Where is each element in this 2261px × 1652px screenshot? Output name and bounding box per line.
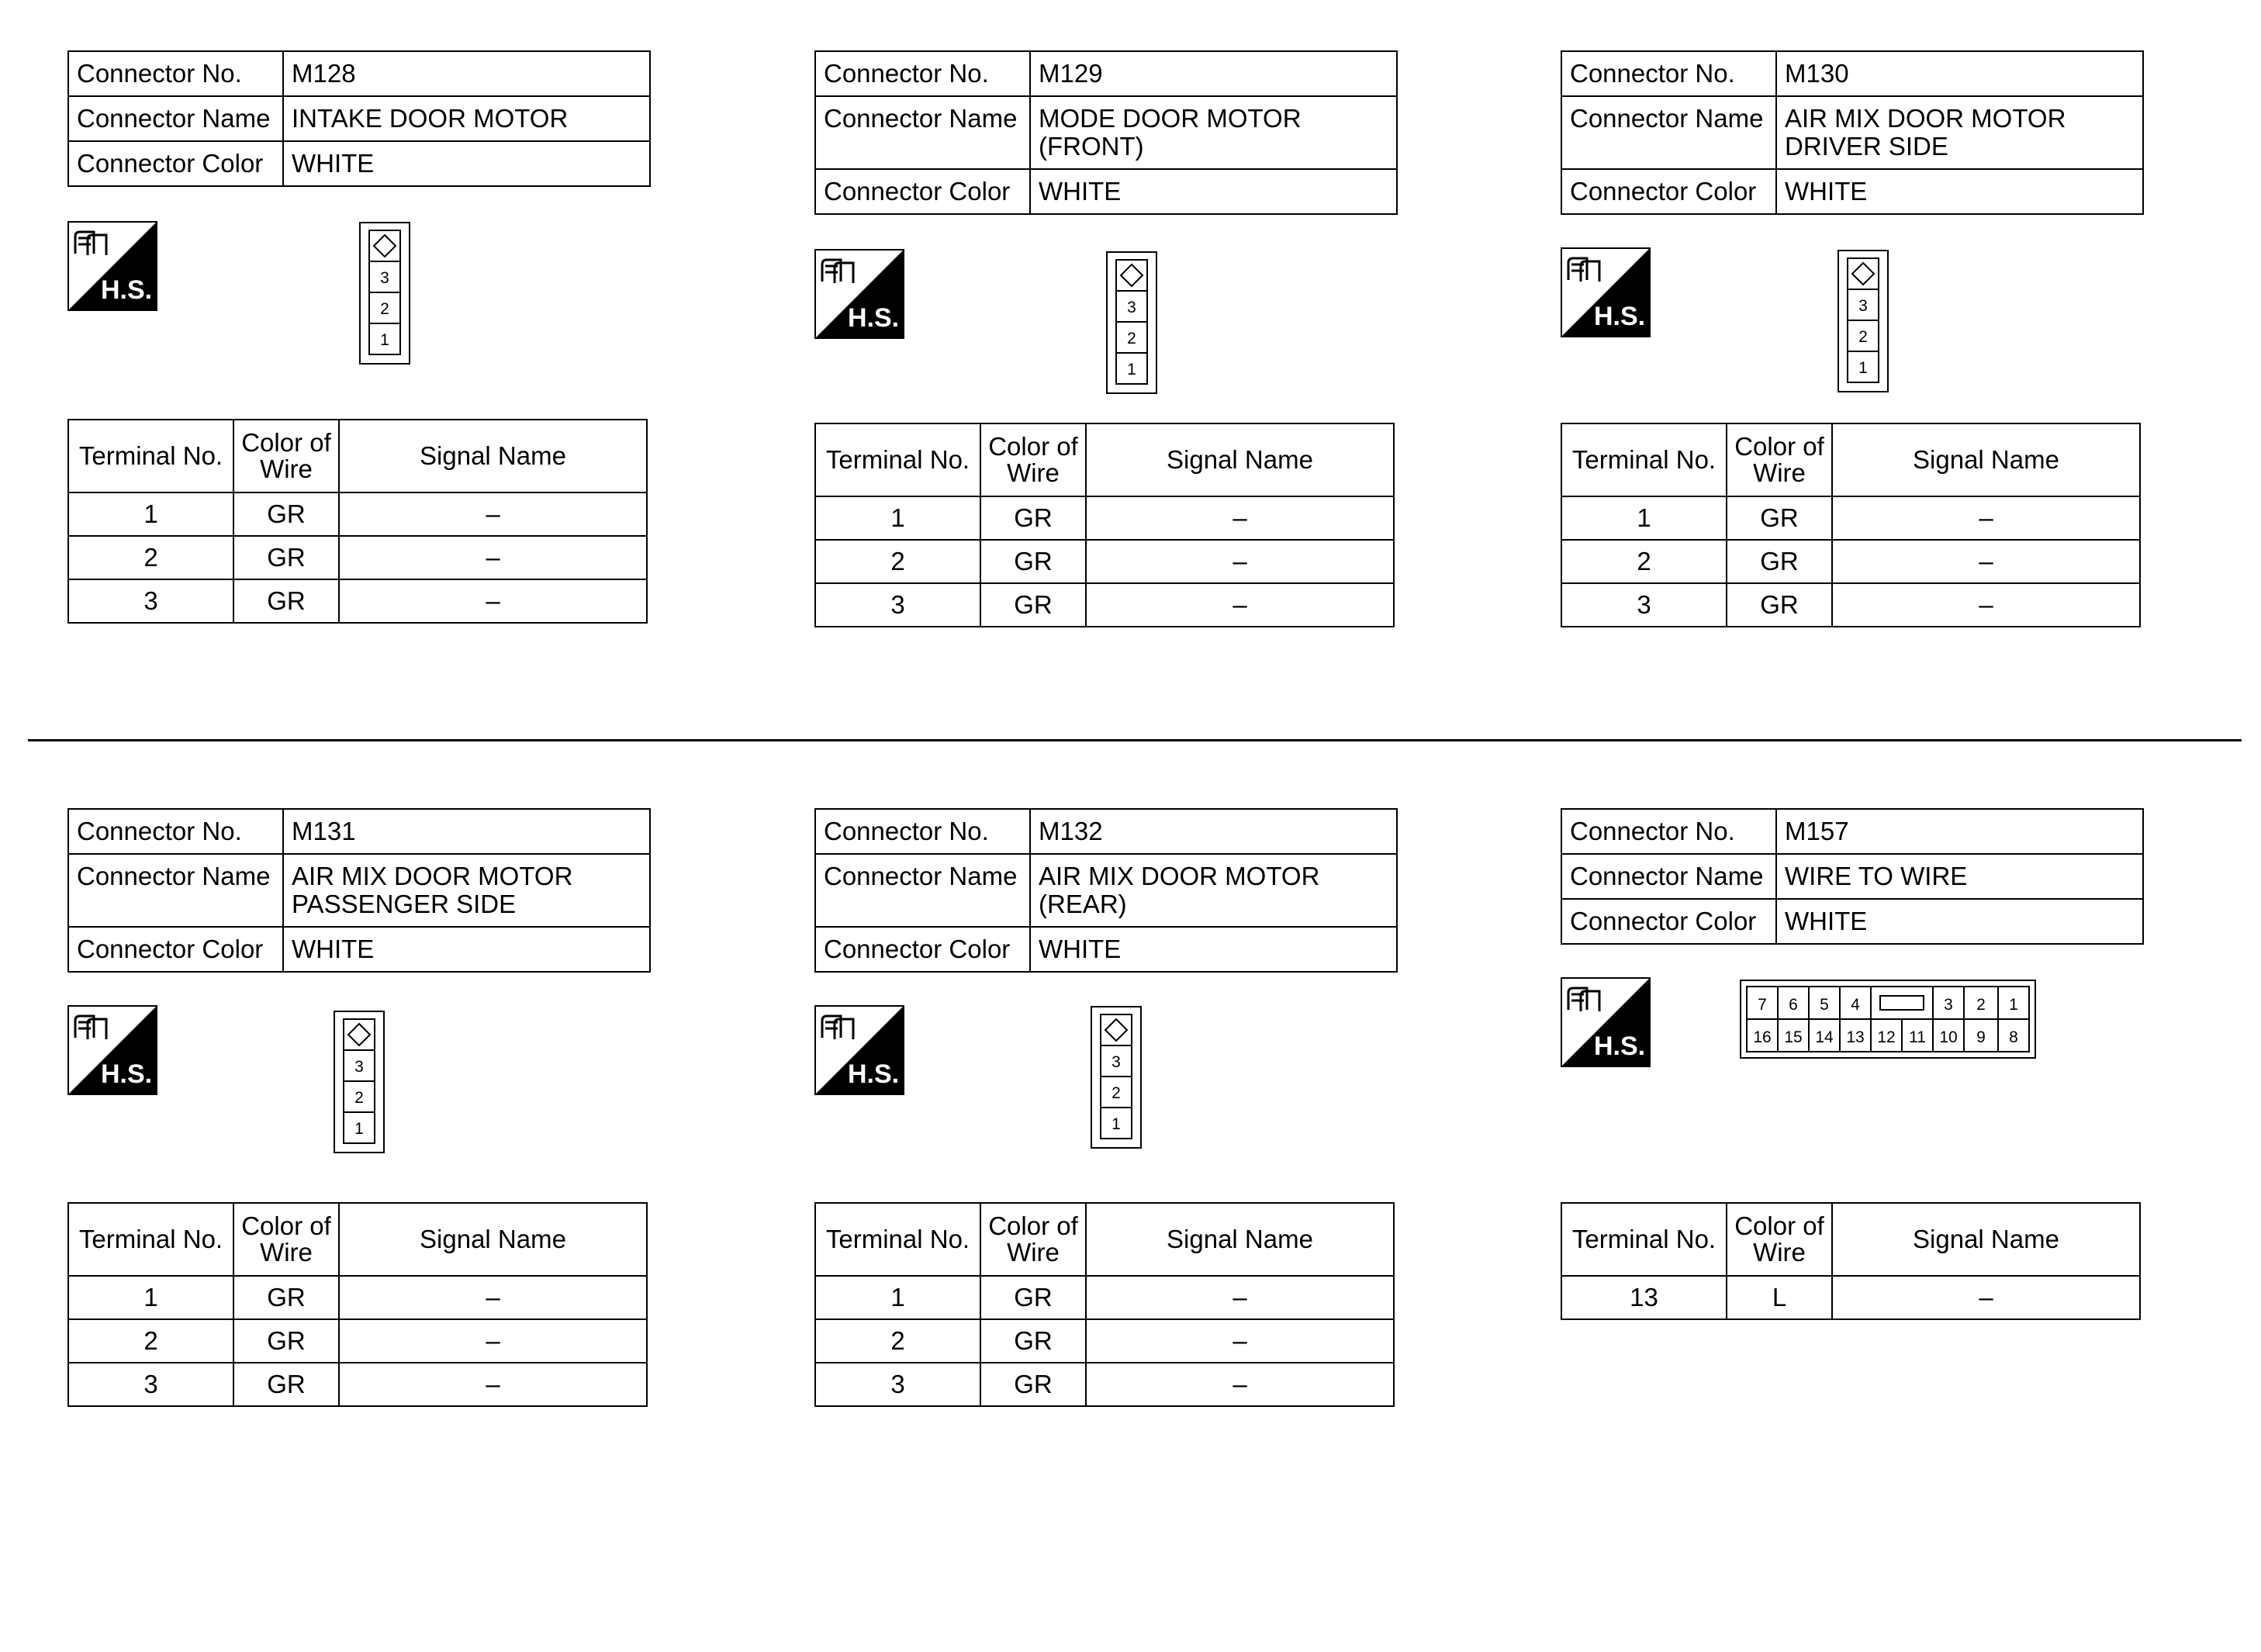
connector-color-value: WHITE xyxy=(1776,169,2143,214)
terminal-no-cell: 3 xyxy=(815,583,980,627)
wire-color-cell: GR xyxy=(980,540,1086,583)
terminal-table xyxy=(67,419,648,624)
svg-text:H.S.: H.S. xyxy=(847,1059,900,1089)
connector-panel-m130 xyxy=(1561,50,2150,725)
pin-label: 6 xyxy=(1789,996,1798,1014)
table-row xyxy=(68,536,647,579)
terminal-no-cell: 1 xyxy=(68,1276,233,1319)
harness-side-icon xyxy=(67,1005,157,1095)
pin-label: 1 xyxy=(354,1120,364,1138)
pin-label: 3 xyxy=(1944,996,1953,1014)
signal-name-cell: – xyxy=(1832,496,2140,540)
signal-name-cell: – xyxy=(1086,1363,1394,1406)
terminal-no-cell: 1 xyxy=(68,492,233,536)
terminal-no-cell: 2 xyxy=(1561,540,1727,583)
wire-color-cell: L xyxy=(1727,1276,1832,1319)
terminal-no-cell: 2 xyxy=(68,536,233,579)
signal-name-cell: – xyxy=(1086,540,1394,583)
svg-text:H.S.: H.S. xyxy=(1593,302,1646,331)
table-row xyxy=(68,579,647,623)
signal-name-cell: – xyxy=(339,1276,647,1319)
wire-color-cell: GR xyxy=(233,1276,339,1319)
signal-name-cell: – xyxy=(339,492,647,536)
color-of-wire-header: Color of Wire xyxy=(980,423,1086,496)
pin-label: 2 xyxy=(1111,1084,1121,1102)
connector-color-label: Connector Color xyxy=(815,169,1030,214)
table-row xyxy=(1561,1276,2140,1319)
terminal-no-header: Terminal No. xyxy=(815,423,980,496)
section-divider xyxy=(28,739,2242,741)
connector-no-label: Connector No. xyxy=(815,51,1030,96)
pin-label: 7 xyxy=(1758,996,1767,1014)
connector-color-label: Connector Color xyxy=(815,927,1030,972)
wire-color-cell: GR xyxy=(233,492,339,536)
connector-face-diagram xyxy=(1090,1005,1143,1149)
terminal-no-header: Terminal No. xyxy=(68,1203,233,1276)
connector-color-label: Connector Color xyxy=(68,141,283,186)
pin-label: 3 xyxy=(380,269,389,287)
connector-info-table xyxy=(814,50,1398,215)
connector-name-label: Connector Name xyxy=(68,854,283,927)
wire-color-cell: GR xyxy=(233,579,339,623)
connector-no-value: M132 xyxy=(1030,809,1397,854)
signal-name-header: Signal Name xyxy=(1086,423,1394,496)
signal-name-cell: – xyxy=(1832,583,2140,627)
connector-panel-m129 xyxy=(814,50,1404,725)
connector-no-value: M128 xyxy=(283,51,650,96)
terminal-no-cell: 3 xyxy=(1561,583,1727,627)
pin-label: 12 xyxy=(1877,1028,1896,1046)
connector-color-label: Connector Color xyxy=(1561,169,1776,214)
connector-panel-m132 xyxy=(814,808,1404,1483)
wire-color-cell: GR xyxy=(1727,583,1832,627)
connector-color-value: WHITE xyxy=(1776,899,2143,944)
signal-name-cell: – xyxy=(1832,540,2140,583)
connector-face-diagram xyxy=(1837,249,1889,393)
wire-color-cell: GR xyxy=(980,496,1086,540)
pin-label: 2 xyxy=(380,300,389,318)
connector-info-table xyxy=(1561,50,2144,215)
harness-side-icon xyxy=(1561,247,1651,337)
signal-name-header: Signal Name xyxy=(1832,423,2140,496)
terminal-no-header: Terminal No. xyxy=(815,1203,980,1276)
connector-face-diagram-16pin xyxy=(1739,979,2037,1059)
connector-info-table xyxy=(67,808,651,973)
harness-side-icon xyxy=(814,249,904,339)
terminal-no-cell: 3 xyxy=(68,1363,233,1406)
connector-name-value: AIR MIX DOOR MOTOR (REAR) xyxy=(1030,854,1397,927)
pin-label: 1 xyxy=(1111,1115,1121,1133)
pin-label: 14 xyxy=(1815,1028,1834,1046)
wire-color-cell: GR xyxy=(1727,540,1832,583)
pin-label: 3 xyxy=(1127,299,1136,316)
table-row xyxy=(1561,540,2140,583)
connector-name-value: WIRE TO WIRE xyxy=(1776,854,2143,899)
terminal-no-header: Terminal No. xyxy=(1561,1203,1727,1276)
signal-name-header: Signal Name xyxy=(339,1203,647,1276)
table-row xyxy=(68,1363,647,1406)
connector-name-value: INTAKE DOOR MOTOR xyxy=(283,96,650,141)
signal-name-cell: – xyxy=(339,536,647,579)
harness-side-icon xyxy=(1561,977,1651,1067)
connector-color-value: WHITE xyxy=(1030,169,1397,214)
color-of-wire-header: Color of Wire xyxy=(980,1203,1086,1276)
connector-color-label: Connector Color xyxy=(68,927,283,972)
table-row xyxy=(815,540,1394,583)
table-row xyxy=(68,492,647,536)
wire-color-cell: GR xyxy=(233,1363,339,1406)
connector-no-value: M157 xyxy=(1776,809,2143,854)
pin-label: 10 xyxy=(1939,1028,1958,1046)
pin-label: 2 xyxy=(1127,330,1136,347)
pin-label: 8 xyxy=(2009,1028,2018,1046)
connector-no-label: Connector No. xyxy=(68,809,283,854)
signal-name-header: Signal Name xyxy=(1832,1203,2140,1276)
signal-name-cell: – xyxy=(339,1319,647,1363)
signal-name-cell: – xyxy=(1086,583,1394,627)
connector-no-value: M131 xyxy=(283,809,650,854)
terminal-no-cell: 1 xyxy=(815,1276,980,1319)
connector-face-diagram xyxy=(1105,251,1158,395)
svg-text:H.S.: H.S. xyxy=(100,1059,153,1089)
connector-face-diagram xyxy=(358,221,411,365)
connector-no-label: Connector No. xyxy=(815,809,1030,854)
connector-no-value: M129 xyxy=(1030,51,1397,96)
pin-label: 5 xyxy=(1820,996,1829,1014)
signal-name-cell: – xyxy=(1832,1276,2140,1319)
pin-label: 1 xyxy=(380,331,389,349)
terminal-no-header: Terminal No. xyxy=(68,420,233,492)
svg-text:H.S.: H.S. xyxy=(100,275,153,305)
pin-label: 3 xyxy=(1858,297,1868,315)
connector-name-label: Connector Name xyxy=(815,96,1030,169)
wire-color-cell: GR xyxy=(1727,496,1832,540)
terminal-no-cell: 2 xyxy=(815,540,980,583)
color-of-wire-header: Color of Wire xyxy=(233,420,339,492)
terminal-no-cell: 3 xyxy=(815,1363,980,1406)
table-row xyxy=(815,1319,1394,1363)
pin-label: 9 xyxy=(1976,1028,1986,1046)
pin-label: 11 xyxy=(1909,1028,1926,1046)
connector-info-table xyxy=(1561,808,2144,945)
pin-label: 15 xyxy=(1784,1028,1803,1046)
connector-color-value: WHITE xyxy=(283,927,650,972)
connector-no-label: Connector No. xyxy=(1561,51,1776,96)
connector-color-value: WHITE xyxy=(283,141,650,186)
terminal-no-cell: 2 xyxy=(815,1319,980,1363)
connector-info-table xyxy=(814,808,1398,973)
pin-label: 2 xyxy=(1976,996,1986,1014)
connector-name-value: AIR MIX DOOR MOTOR PASSENGER SIDE xyxy=(283,854,650,927)
pin-label: 16 xyxy=(1753,1028,1772,1046)
table-row xyxy=(68,1276,647,1319)
connector-color-value: WHITE xyxy=(1030,927,1397,972)
connector-color-label: Connector Color xyxy=(1561,899,1776,944)
terminal-table xyxy=(814,423,1395,627)
harness-side-icon xyxy=(814,1005,904,1095)
terminal-no-cell: 2 xyxy=(68,1319,233,1363)
connector-panel-m128 xyxy=(67,50,657,725)
connector-face-diagram xyxy=(333,1010,385,1154)
table-row xyxy=(1561,583,2140,627)
pin-label: 1 xyxy=(1858,359,1868,377)
signal-name-cell: – xyxy=(339,1363,647,1406)
terminal-table xyxy=(1561,1202,2141,1320)
wire-color-cell: GR xyxy=(980,583,1086,627)
connector-name-value: MODE DOOR MOTOR (FRONT) xyxy=(1030,96,1397,169)
wire-color-cell: GR xyxy=(980,1319,1086,1363)
terminal-no-cell: 13 xyxy=(1561,1276,1727,1319)
connector-panel-m131 xyxy=(67,808,657,1483)
wire-color-cell: GR xyxy=(233,1319,339,1363)
pin-label: 4 xyxy=(1851,996,1860,1014)
table-row xyxy=(815,1276,1394,1319)
connector-no-label: Connector No. xyxy=(1561,809,1776,854)
terminal-no-header: Terminal No. xyxy=(1561,423,1727,496)
connector-name-label: Connector Name xyxy=(1561,96,1776,169)
svg-text:H.S.: H.S. xyxy=(1593,1032,1646,1061)
table-row xyxy=(815,1363,1394,1406)
terminal-no-cell: 1 xyxy=(815,496,980,540)
wire-color-cell: GR xyxy=(233,536,339,579)
terminal-table xyxy=(67,1202,648,1407)
pin-label: 2 xyxy=(1858,328,1868,346)
signal-name-header: Signal Name xyxy=(1086,1203,1394,1276)
signal-name-cell: – xyxy=(1086,1276,1394,1319)
signal-name-header: Signal Name xyxy=(339,420,647,492)
pin-label: 1 xyxy=(2009,996,2018,1014)
wire-color-cell: GR xyxy=(980,1276,1086,1319)
pin-label: 1 xyxy=(1127,361,1136,378)
table-row xyxy=(815,583,1394,627)
color-of-wire-header: Color of Wire xyxy=(233,1203,339,1276)
pin-label: 3 xyxy=(354,1058,364,1076)
signal-name-cell: – xyxy=(1086,1319,1394,1363)
wire-color-cell: GR xyxy=(980,1363,1086,1406)
pin-label: 2 xyxy=(354,1089,364,1107)
harness-side-icon xyxy=(67,221,157,311)
color-of-wire-header: Color of Wire xyxy=(1727,1203,1832,1276)
connector-info-table xyxy=(67,50,651,187)
table-row xyxy=(68,1319,647,1363)
connector-name-label: Connector Name xyxy=(68,96,283,141)
table-row xyxy=(1561,496,2140,540)
connector-panel-m157 xyxy=(1561,808,2150,1483)
signal-name-cell: – xyxy=(1086,496,1394,540)
pin-label: 13 xyxy=(1846,1028,1865,1046)
terminal-table xyxy=(814,1202,1395,1407)
color-of-wire-header: Color of Wire xyxy=(1727,423,1832,496)
connector-name-label: Connector Name xyxy=(815,854,1030,927)
connector-name-label: Connector Name xyxy=(1561,854,1776,899)
connector-no-label: Connector No. xyxy=(68,51,283,96)
svg-text:H.S.: H.S. xyxy=(847,303,900,333)
terminal-table xyxy=(1561,423,2141,627)
terminal-no-cell: 1 xyxy=(1561,496,1727,540)
connector-name-value: AIR MIX DOOR MOTOR DRIVER SIDE xyxy=(1776,96,2143,169)
terminal-no-cell: 3 xyxy=(68,579,233,623)
table-row xyxy=(815,496,1394,540)
signal-name-cell: – xyxy=(339,579,647,623)
pin-label: 3 xyxy=(1111,1053,1121,1071)
connector-no-value: M130 xyxy=(1776,51,2143,96)
